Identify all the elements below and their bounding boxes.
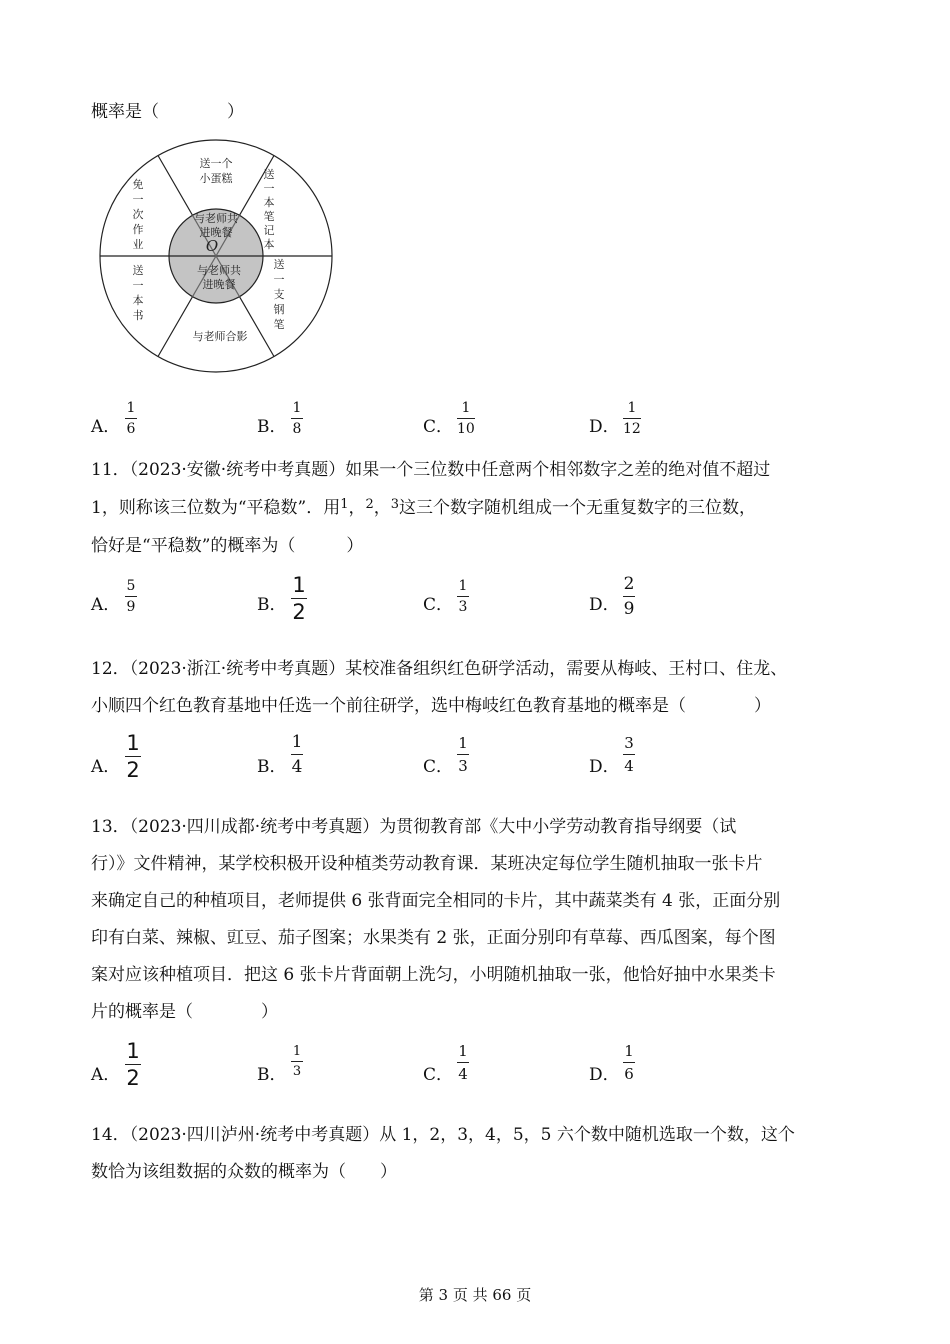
option-label: C．	[423, 595, 454, 615]
q14-line-1: 14．（2023·四川泸州·统考中考真题）从 1，2，3，4，5，5 六个数中随机选取一个数，这个	[91, 1125, 795, 1145]
wheel-center-label: O	[205, 237, 219, 255]
option-fraction: 1 2	[292, 573, 306, 624]
wheel-sector-upper-right-char: 送	[263, 168, 275, 181]
option-label: B．	[257, 757, 287, 777]
option-fraction: 1 3	[292, 1044, 302, 1079]
option-fraction: 3 4	[624, 734, 634, 775]
wheel-sector-lower-right-char: 支	[273, 288, 285, 301]
option-label: D．	[589, 757, 620, 777]
wheel-sector-upper-right-char: 笔	[263, 210, 275, 223]
q12-line-2: 小顺四个红色教育基地中任选一个前往研学，选中梅岐红色教育基地的概率是（ ）	[91, 696, 771, 716]
wheel-sector-lower-left-char: 送	[132, 264, 144, 277]
option-label: C．	[423, 417, 454, 437]
option-fraction: 1 3	[458, 734, 468, 775]
wheel-sector-upper-left-char: 作	[132, 223, 144, 236]
option-label: C．	[423, 1065, 454, 1085]
wheel-sector-lower-right-char: 钢	[273, 303, 285, 316]
option-fraction: 5 9	[126, 578, 136, 615]
q10-stem-tail: 概率是（ ）	[91, 102, 244, 122]
wheel-inner-top-2: 进晚餐	[199, 226, 233, 239]
option-fraction: 1 8	[292, 400, 302, 437]
option-label: D．	[589, 595, 620, 615]
q11-line-1: 11．（2023·安徽·统考中考真题）如果一个三位数中任意两个相邻数字之差的绝对值不超过	[91, 460, 771, 480]
q11-line-3: 恰好是“平稳数”的概率为（ ）	[91, 536, 364, 556]
wheel-sector-upper-left-char: 业	[132, 238, 144, 251]
wheel-inner-top-1: 与老师共	[194, 212, 238, 225]
option-fraction: 1 12	[623, 400, 641, 437]
wheel-sector-upper-left-char: 免	[132, 178, 144, 191]
wheel-inner-bottom-1: 与老师共	[197, 264, 241, 277]
wheel-sector-lower-right-char: 送	[273, 258, 285, 271]
option-fraction: 1 4	[291, 732, 303, 777]
option-fraction: 1 6	[624, 1042, 634, 1083]
q13-line-3: 来确定自己的种植项目，老师提供 6 张背面完全相同的卡片，其中蔬菜类有 4 张，正面分别	[91, 891, 781, 911]
q13-line-6: 片的概率是（ ）	[91, 1002, 278, 1022]
q11-line-2: 1，则称该三位数为“平稳数”．用$^1$，$^2$，$^3$这三个数字随机组成一个无重复数字的三位数，	[91, 497, 757, 518]
wheel-sector-upper-right-char: 一	[263, 182, 275, 195]
wheel-sector-lower-right-char: 一	[273, 273, 285, 286]
wheel-sector-lower-left-char: 一	[132, 279, 144, 292]
wheel-sector-upper-right-char: 本	[263, 196, 275, 209]
option-fraction: 1 2	[126, 1039, 140, 1090]
option-label: D．	[589, 1065, 620, 1085]
option-label: D．	[589, 417, 620, 437]
wheel-sector-upper-right-char: 记	[263, 224, 275, 237]
option-label: B．	[257, 1065, 287, 1085]
page-footer: 第 3 页 共 66 页	[418, 1286, 532, 1304]
q13-line-4: 印有白菜、辣椒、豇豆、茄子图案；水果类有 2 张，正面分别印有草莓、西瓜图案，每个图	[91, 928, 776, 948]
wheel-sector-upper-left-char: 一	[132, 193, 144, 206]
option-fraction: 2 9	[623, 574, 635, 619]
wheel-sector-top-2: 小蛋糕	[199, 172, 233, 185]
wheel-sector-upper-left-char: 次	[132, 208, 144, 221]
wheel-sector-lower-left-char: 本	[132, 294, 144, 307]
option-fraction: 1 4	[458, 1042, 468, 1083]
option-label: C．	[423, 757, 454, 777]
wheel-inner-bottom-2: 进晚餐	[202, 278, 236, 291]
q13-line-5: 案对应该种植项目．把这 6 张卡片背面朝上洗匀，小明随机抽取一张，他恰好抽中水果类卡	[91, 965, 776, 985]
option-fraction: 1 6	[126, 400, 136, 437]
q14-line-2: 数恰为该组数据的众数的概率为（ ）	[91, 1162, 397, 1182]
option-label: A．	[91, 417, 121, 437]
q10-spinner-wheel	[96, 136, 336, 376]
q12-line-1: 12．（2023·浙江·统考中考真题）某校准备组织红色研学活动，需要从梅岐、王村口、住龙、	[91, 659, 788, 679]
wheel-sector-lower-right-char: 笔	[273, 318, 285, 331]
q13-line-2: 行）》文件精神，某学校积极开设种植类劳动教育课．某班决定每位学生随机抽取一张卡片	[91, 854, 763, 874]
option-label: A．	[91, 757, 121, 777]
wheel-sector-upper-right-char: 本	[263, 238, 275, 251]
option-label: A．	[91, 1065, 121, 1085]
q13-line-1: 13．（2023·四川成都·统考中考真题）为贯彻教育部《大中小学劳动教育指导纲要（试	[91, 817, 737, 837]
wheel-sector-bottom: 与老师合影	[192, 330, 248, 343]
wheel-sector-top-1: 送一个	[199, 157, 233, 170]
option-fraction: 1 10	[457, 400, 475, 437]
option-label: B．	[257, 417, 287, 437]
option-fraction: 1 3	[458, 578, 468, 615]
wheel-sector-lower-left-char: 书	[132, 309, 144, 322]
option-label: B．	[257, 595, 287, 615]
option-fraction: 1 2	[126, 731, 140, 782]
option-label: A．	[91, 595, 121, 615]
